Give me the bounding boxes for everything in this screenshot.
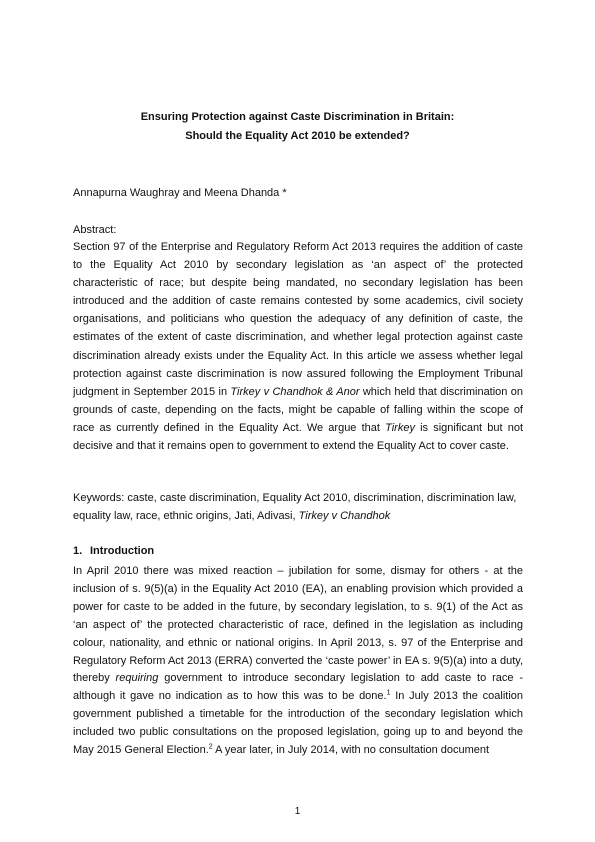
- intro-text-c: In July 2013 the coalition government published a timetable for the introduction of the secondary legislation which included two public consultations on the proposed legislation, going up to and beyond the May 2015 General Election.: [73, 690, 523, 757]
- intro-text-b: government to introduce secondary legislation to add caste to race - although it gave no indication as to how this was to be done.: [73, 672, 523, 703]
- abstract-body: [73, 238, 523, 455]
- section-title: Introduction: [90, 545, 155, 557]
- abstract-case-short: Tirkey: [385, 421, 415, 434]
- intro-text-d: A year later, in July 2014, with no consultation document: [212, 744, 490, 757]
- keywords: [73, 489, 523, 525]
- keywords-text: Keywords: caste, caste discrimination, Equality Act 2010, discrimination, discrimination law, equality law, race, ethnic origins, Jati, Adivasi,: [73, 492, 517, 522]
- abstract-text-a: Section 97 of the Enterprise and Regulatory Reform Act 2013 requires the addition of caste to the Equality Act 2010 by secondary legislation as ‘an aspect of’ the protected characteristic of race; but despite being mandated, no secondary legislation has been introduced and the addition of caste remains contested by some academics, civil society organisations, and politicians who question the adequacy of any definition of caste, the estimates of the extent of caste discrimination, and whether legal protection against caste discrimination already exists under the Equality Act. In this article we assess whether legal protection against caste discrimination is now assured following the Employment Tribunal judgment in September 2015 in: [73, 241, 523, 398]
- intro-text-a: In April 2010 there was mixed reaction – jubilation for some, dismay for others - at the inclusion of s. 9(5)(a) in the Equality Act 2010 (EA), an enabling provision which provided a power for caste to be added in the future, by secondary legislation, to s. 9(1) of the Act as ‘an aspect of’ the protected characteristic of race, defined in the legislation as including colour, nationality, and ethnic or national origins. In April 2013, s. 97 of the Enterprise and Regulatory Reform Act 2013 (ERRA) converted the ‘caste power’ in EA s. 9(5)(a) into a duty, thereby: [73, 565, 523, 685]
- authors: Annapurna Waughray and Meena Dhanda *: [73, 187, 287, 199]
- keywords-case: Tirkey v Chandhok: [298, 510, 391, 522]
- section-heading: [73, 545, 154, 558]
- introduction-paragraph: [73, 563, 523, 760]
- abstract-text-c: is significant but not decisive and that it remains open to government to extend the Equality Act to cover caste.: [73, 421, 524, 453]
- abstract-case-name: Tirkey v Chandhok & Anor: [230, 385, 360, 398]
- section-number: 1.: [73, 545, 83, 557]
- abstract-text-b: which held that discrimination on grounds of caste, depending on the facts, might be capable of falling within the scope of race as currently defined in the Equality Act. We argue that: [73, 385, 524, 434]
- footnote-ref-2[interactable]: 2: [208, 743, 213, 751]
- paper-title-line-2: Should the Equality Act 2010 be extended?: [185, 130, 410, 142]
- intro-emphasis: requiring: [115, 672, 159, 685]
- abstract-label: Abstract:: [73, 224, 117, 236]
- footnote-ref-1[interactable]: 1: [386, 689, 391, 697]
- paper-title-line-1: Ensuring Protection against Caste Discrimination in Britain:: [140, 111, 455, 123]
- page-number: 1: [294, 806, 301, 817]
